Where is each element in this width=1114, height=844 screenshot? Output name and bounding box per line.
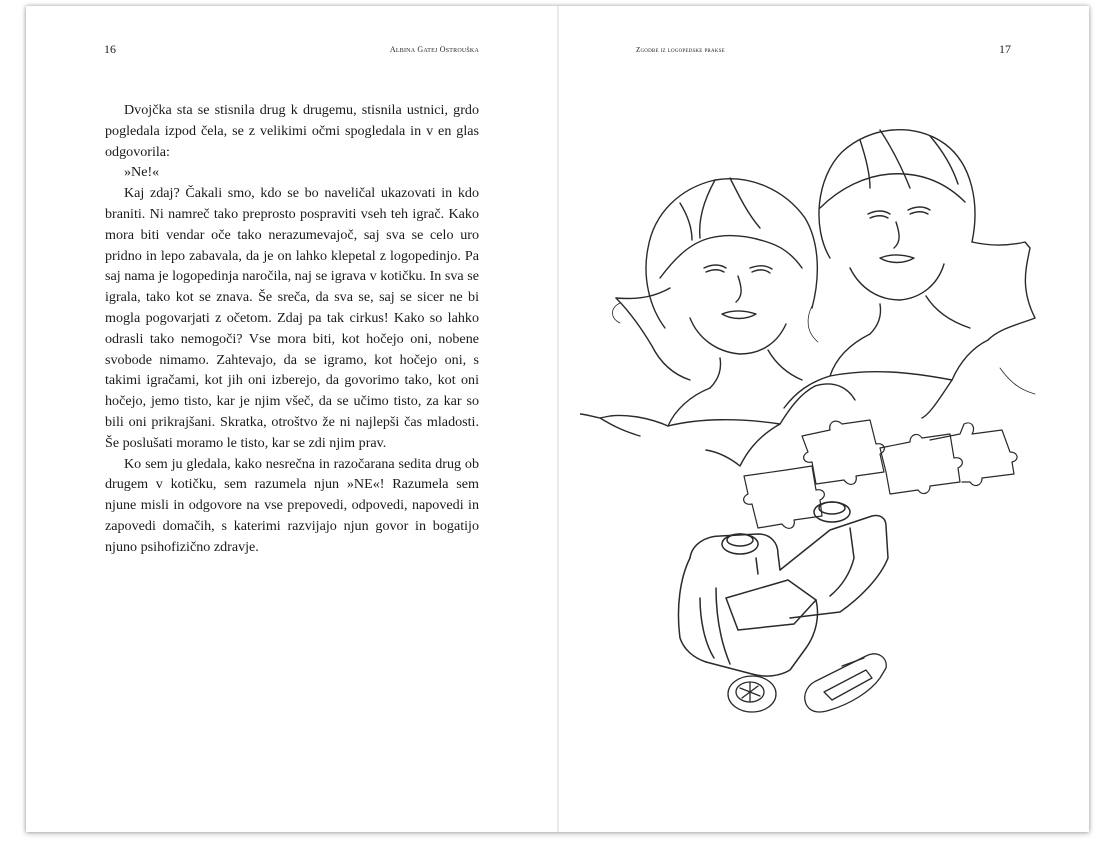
paragraph: Dvojčka sta se stisnila drug k drugemu, stisnila ustnici, grdo pogledala izpod čela, se z velikimi očmi spogledala in v en glas odgovorila:	[105, 102, 479, 160]
toy-car-drawing	[805, 654, 887, 712]
page-number-left: 16	[104, 42, 116, 56]
child-right-drawing	[784, 130, 1035, 418]
child-left-drawing	[580, 178, 855, 466]
paragraph: Kaj zdaj? Čakali smo, kdo se bo naveličal ukazovati in kdo braniti. Ni namreč tako preprosto pospraviti vseh teh igrač. Kako mora biti vendar oče tako nerazumevajoč, saj sva se celo uro pridno in lepo zabavala, da je on lahko klepetal z logopedinjo. Pa saj nama je logopedinja naročila, naj se igrava v kotičku. In sva se igrala, tako kot se znava. Še sreča, da sva se, saj se sicer ne bi mogla pogovarjati z očetom. Zdaj pa tak cirkus! Kako so lahko odrasli tako nemogoči? Vse mora biti, kot hočejo oni, nobene svobode nimamo. Zahtevajo, da se igramo, kot hočejo oni, s takimi igračami, kot jih oni izberejo, da govorimo tako, kot oni hočejo, jemo tisto, kar je njim všeč, da se učimo tisto, za kar so bili oni prikrajšani. Skratka, otroštvo že ni najlepši čas mladosti. Še poslušati moramo le tisto, kar se zdi njim prav.	[105, 185, 479, 451]
running-head-title: Zgodbe iz logopedske prakse	[636, 46, 725, 54]
line-art-illustration	[580, 118, 1040, 728]
paragraph: Ko sem ju gledala, kako nesrečna in razočarana sedita drug ob drugem v kotičku, sem razumela njun »NE«! Razumela sem njune misli in odgovore na vse prepovedi, odpovedi, napovedi in zapovedi domačih, s katerimi razvijajo njun govor in bogatijo njuno psihofizično zdravje.	[105, 455, 479, 555]
page-number-right: 17	[999, 42, 1011, 56]
running-head-author: Albina Gatej Ostrouška	[389, 45, 479, 54]
toy-truck-drawing	[678, 502, 888, 676]
paragraph: »Ne!«	[124, 164, 160, 181]
body-text	[105, 100, 479, 558]
left-page	[26, 6, 558, 832]
puzzle-pieces-drawing	[744, 420, 1017, 528]
toy-wheel-drawing	[728, 676, 776, 712]
